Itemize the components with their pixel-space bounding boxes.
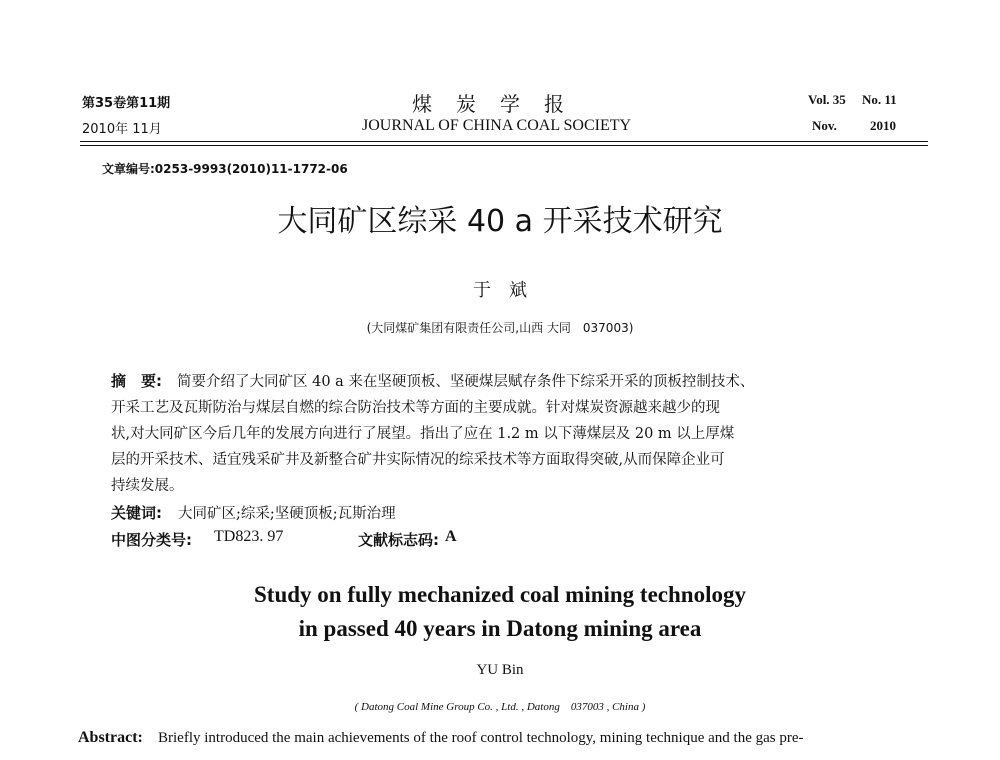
date-cn: 2010年 11月: [82, 122, 162, 137]
abstract-cn-line: 持续发展。: [111, 478, 184, 494]
journal-name-cn: 煤 炭 学 报: [412, 92, 566, 116]
volume-issue-cn: 第35卷第11期: [82, 96, 171, 111]
abstract-cn-line: 层的开采技术、适宜残采矿井及新整合矿井实际情况的综采技术等方面取得突破,从而保障企业可: [111, 452, 725, 468]
abstract-cn-line: 开采工艺及瓦斯防治与煤层自燃的综合防治技术等方面的主要成就。针对煤炭资源越来越少的现: [111, 400, 720, 416]
keywords-label: 关键词:: [111, 504, 162, 522]
abstract-en-label: Abstract:: [78, 729, 143, 746]
keywords-text: 大同矿区;综采;坚硬顶板;瓦斯治理: [178, 506, 396, 522]
article-number: 文章编号:0253-9993(2010)11-1772-06: [102, 162, 348, 176]
month-en: Nov.: [812, 118, 837, 133]
header-rule-top: [80, 141, 928, 142]
affiliation-cn: (大同煤矿集团有限责任公司,山西 大同 037003): [366, 321, 634, 335]
abstract-cn-line: 状,对大同矿区今后几年的发展方向进行了展望。指出了应在 1.2 m 以下薄煤层及 20 m 以上厚煤: [111, 426, 735, 442]
abstract-cn-label: 摘 要:: [111, 372, 162, 390]
abstract-cn-line: 简要介绍了大同矿区 40 a 来在坚硬顶板、坚硬煤层赋存条件下综采开采的顶板控制技术、: [177, 374, 755, 390]
header-rule-bottom: [80, 145, 928, 146]
clc-label: 中图分类号:: [111, 531, 192, 549]
title-cn: 大同矿区综采 40 a 开采技术研究: [277, 204, 723, 239]
year-en: 2010: [870, 118, 896, 133]
doc-code-label: 文献标志码:: [358, 531, 439, 549]
author-en: YU Bin: [476, 662, 524, 678]
journal-name-en: JOURNAL OF CHINA COAL SOCIETY: [362, 117, 632, 134]
affiliation-en: ( Datong Coal Mine Group Co. , Ltd. , Datong 037003 , China ): [354, 701, 646, 713]
volume-en: Vol. 35: [808, 92, 846, 107]
abstract-en-text: Briefly introduced the main achievements of the roof control technology, mining technique and the gas pre-: [158, 730, 804, 746]
issue-en: No. 11: [862, 92, 897, 107]
doc-code-value: A: [445, 528, 457, 545]
author-cn: 于 斌: [473, 280, 527, 301]
title-en-line1: Study on fully mechanized coal mining technology: [254, 582, 746, 607]
title-en-line2: in passed 40 years in Datong mining area: [298, 616, 702, 641]
clc-value: TD823. 97: [214, 528, 284, 545]
